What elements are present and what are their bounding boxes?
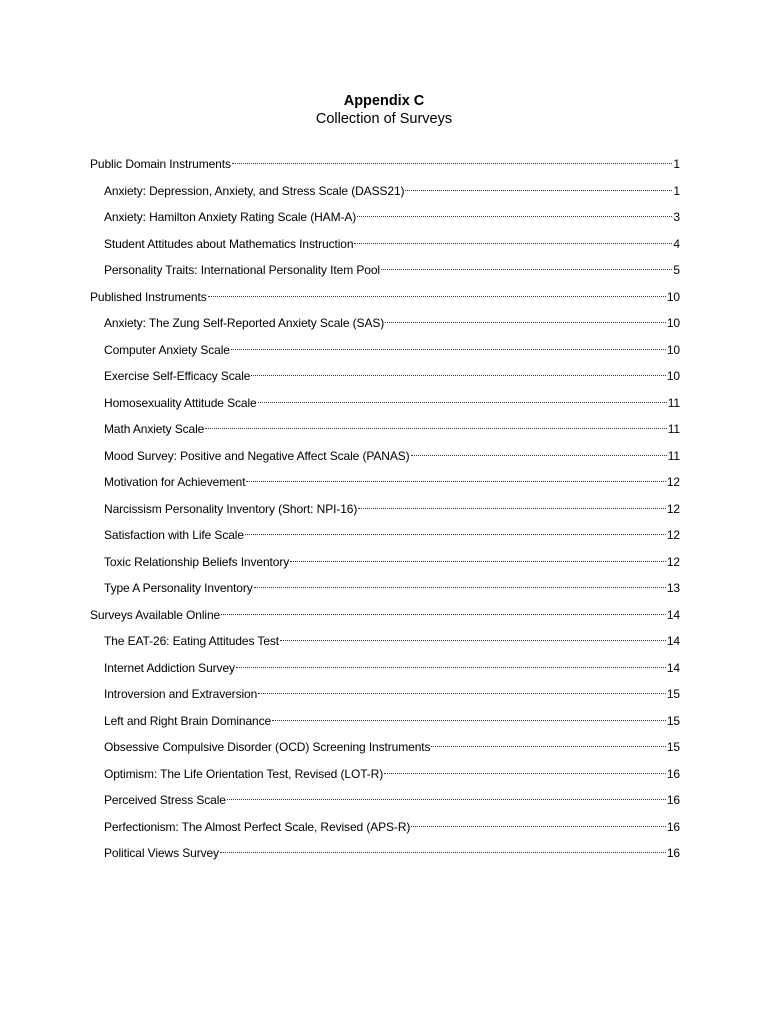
toc-entry-label: Optimism: The Life Orientation Test, Revised (LOT-R) xyxy=(104,766,384,781)
toc-dot-leader xyxy=(385,322,666,323)
toc-entry-page-number: 15 xyxy=(666,687,680,701)
toc-entry-label: Public Domain Instruments xyxy=(90,157,231,171)
toc-dot-leader xyxy=(231,349,666,350)
toc-dot-leader xyxy=(236,667,666,668)
toc-entry-page-number: 16 xyxy=(666,819,680,834)
toc-entry-page-number: 1 xyxy=(673,157,680,171)
toc-dot-leader xyxy=(280,640,666,641)
toc-entry-label: Internet Addiction Survey xyxy=(104,660,235,675)
toc-entry-label: Satisfaction with Life Scale xyxy=(104,528,244,542)
toc-subsection-entry[interactable] xyxy=(90,341,680,368)
toc-subsection-entry[interactable] xyxy=(90,844,680,871)
toc-entry-page-number: 10 xyxy=(666,342,680,357)
toc-entry-label: Political Views Survey xyxy=(104,846,219,860)
toc-entry-label: Introversion and Extraversion xyxy=(104,687,258,701)
toc-dot-leader xyxy=(272,720,666,721)
toc-entry-page-number: 4 xyxy=(673,236,680,251)
toc-subsection-entry[interactable] xyxy=(90,420,680,447)
toc-subsection-entry[interactable] xyxy=(90,235,680,262)
toc-subsection-entry[interactable] xyxy=(90,447,680,474)
toc-dot-leader xyxy=(208,296,666,297)
toc-entry-page-number: 10 xyxy=(666,369,680,383)
toc-subsection-entry[interactable] xyxy=(90,394,680,421)
toc-entry-page-number: 10 xyxy=(666,316,680,330)
toc-entry-page-number: 15 xyxy=(666,740,680,754)
toc-entry-page-number: 1 xyxy=(673,183,680,198)
toc-entry-label: Anxiety: Hamilton Anxiety Rating Scale (HAM-A) xyxy=(104,210,357,224)
toc-entry-label: Surveys Available Online xyxy=(90,607,221,622)
toc-dot-leader xyxy=(405,190,672,191)
toc-dot-leader xyxy=(357,216,672,217)
toc-entry-label: Exercise Self-Efficacy Scale xyxy=(104,369,251,383)
toc-dot-leader xyxy=(251,375,665,376)
toc-subsection-entry[interactable] xyxy=(90,579,680,606)
toc-entry-page-number: 11 xyxy=(667,448,680,463)
toc-dot-leader xyxy=(411,826,666,827)
toc-entry-label: Anxiety: The Zung Self-Reported Anxiety Scale (SAS) xyxy=(104,316,385,330)
toc-entry-label: Left and Right Brain Dominance xyxy=(104,713,272,728)
toc-entry-page-number: 3 xyxy=(673,210,680,224)
toc-entry-page-number: 16 xyxy=(666,766,680,781)
page-subtitle: Collection of Surveys xyxy=(315,111,453,127)
toc-subsection-entry[interactable] xyxy=(90,738,680,765)
toc-dot-leader xyxy=(221,614,666,615)
toc-entry-page-number: 12 xyxy=(666,554,680,569)
table-of-contents xyxy=(90,155,680,871)
toc-subsection-entry[interactable] xyxy=(90,208,680,235)
toc-entry-label: Mood Survey: Positive and Negative Affect Scale (PANAS) xyxy=(104,448,410,463)
toc-entry-label: Obsessive Compulsive Disorder (OCD) Screening Instruments xyxy=(104,740,431,754)
toc-dot-leader xyxy=(354,243,672,244)
toc-entry-page-number: 14 xyxy=(666,660,680,675)
toc-entry-label: Student Attitudes about Mathematics Instruction xyxy=(104,236,354,251)
toc-dot-leader xyxy=(232,163,673,164)
toc-dot-leader xyxy=(290,561,666,562)
toc-entry-label: Motivation for Achievement xyxy=(104,475,246,489)
toc-subsection-entry[interactable] xyxy=(90,685,680,712)
toc-entry-page-number: 16 xyxy=(666,793,680,807)
toc-subsection-entry[interactable] xyxy=(90,632,680,659)
toc-subsection-entry[interactable] xyxy=(90,182,680,209)
toc-subsection-entry[interactable] xyxy=(90,765,680,792)
toc-subsection-entry[interactable] xyxy=(90,261,680,288)
toc-entry-label: Anxiety: Depression, Anxiety, and Stress Scale (DASS21) xyxy=(104,183,405,198)
toc-dot-leader xyxy=(411,455,667,456)
toc-entry-page-number: 11 xyxy=(667,422,680,436)
toc-dot-leader xyxy=(227,799,666,800)
toc-section-entry[interactable] xyxy=(90,155,680,182)
toc-entry-page-number: 14 xyxy=(666,607,680,622)
toc-subsection-entry[interactable] xyxy=(90,712,680,739)
toc-entry-page-number: 12 xyxy=(666,528,680,542)
toc-entry-page-number: 13 xyxy=(666,581,680,595)
toc-entry-label: Type A Personality Inventory xyxy=(104,581,253,595)
toc-entry-page-number: 12 xyxy=(666,501,680,516)
toc-subsection-entry[interactable] xyxy=(90,314,680,341)
toc-entry-label: Perceived Stress Scale xyxy=(104,793,226,807)
toc-entry-label: Personality Traits: International Personality Item Pool xyxy=(104,263,380,277)
toc-dot-leader xyxy=(220,852,666,853)
toc-entry-page-number: 5 xyxy=(673,263,680,277)
toc-entry-page-number: 16 xyxy=(666,846,680,860)
toc-dot-leader xyxy=(246,481,665,482)
toc-entry-page-number: 10 xyxy=(666,289,680,304)
toc-dot-leader xyxy=(381,269,672,270)
toc-dot-leader xyxy=(205,428,666,429)
toc-subsection-entry[interactable] xyxy=(90,791,680,818)
page-title: Appendix C xyxy=(343,93,425,109)
toc-entry-label: The EAT-26: Eating Attitudes Test xyxy=(104,634,280,648)
toc-entry-label: Perfectionism: The Almost Perfect Scale, Revised (APS-R) xyxy=(104,819,411,834)
toc-entry-label: Math Anxiety Scale xyxy=(104,422,205,436)
toc-entry-label: Homosexuality Attitude Scale xyxy=(104,395,257,410)
toc-dot-leader xyxy=(258,402,667,403)
toc-dot-leader xyxy=(258,693,666,694)
toc-section-entry[interactable] xyxy=(90,606,680,633)
toc-entry-page-number: 15 xyxy=(666,713,680,728)
toc-subsection-entry[interactable] xyxy=(90,553,680,580)
toc-entry-label: Toxic Relationship Beliefs Inventory xyxy=(104,554,290,569)
toc-dot-leader xyxy=(245,534,666,535)
toc-subsection-entry[interactable] xyxy=(90,526,680,553)
toc-subsection-entry[interactable] xyxy=(90,818,680,845)
toc-dot-leader xyxy=(254,587,666,588)
toc-dot-leader xyxy=(384,773,666,774)
toc-entry-label: Published Instruments xyxy=(90,289,207,304)
toc-entry-page-number: 14 xyxy=(666,634,680,648)
toc-entry-page-number: 11 xyxy=(667,395,680,410)
toc-subsection-entry[interactable] xyxy=(90,500,680,527)
toc-entry-label: Narcissism Personality Inventory (Short: NPI-16) xyxy=(104,501,358,516)
toc-subsection-entry[interactable] xyxy=(90,473,680,500)
toc-dot-leader xyxy=(431,746,665,747)
toc-subsection-entry[interactable] xyxy=(90,367,680,394)
toc-entry-page-number: 12 xyxy=(666,475,680,489)
toc-subsection-entry[interactable] xyxy=(90,659,680,686)
toc-section-entry[interactable] xyxy=(90,288,680,315)
toc-entry-label: Computer Anxiety Scale xyxy=(104,342,230,357)
toc-dot-leader xyxy=(358,508,666,509)
